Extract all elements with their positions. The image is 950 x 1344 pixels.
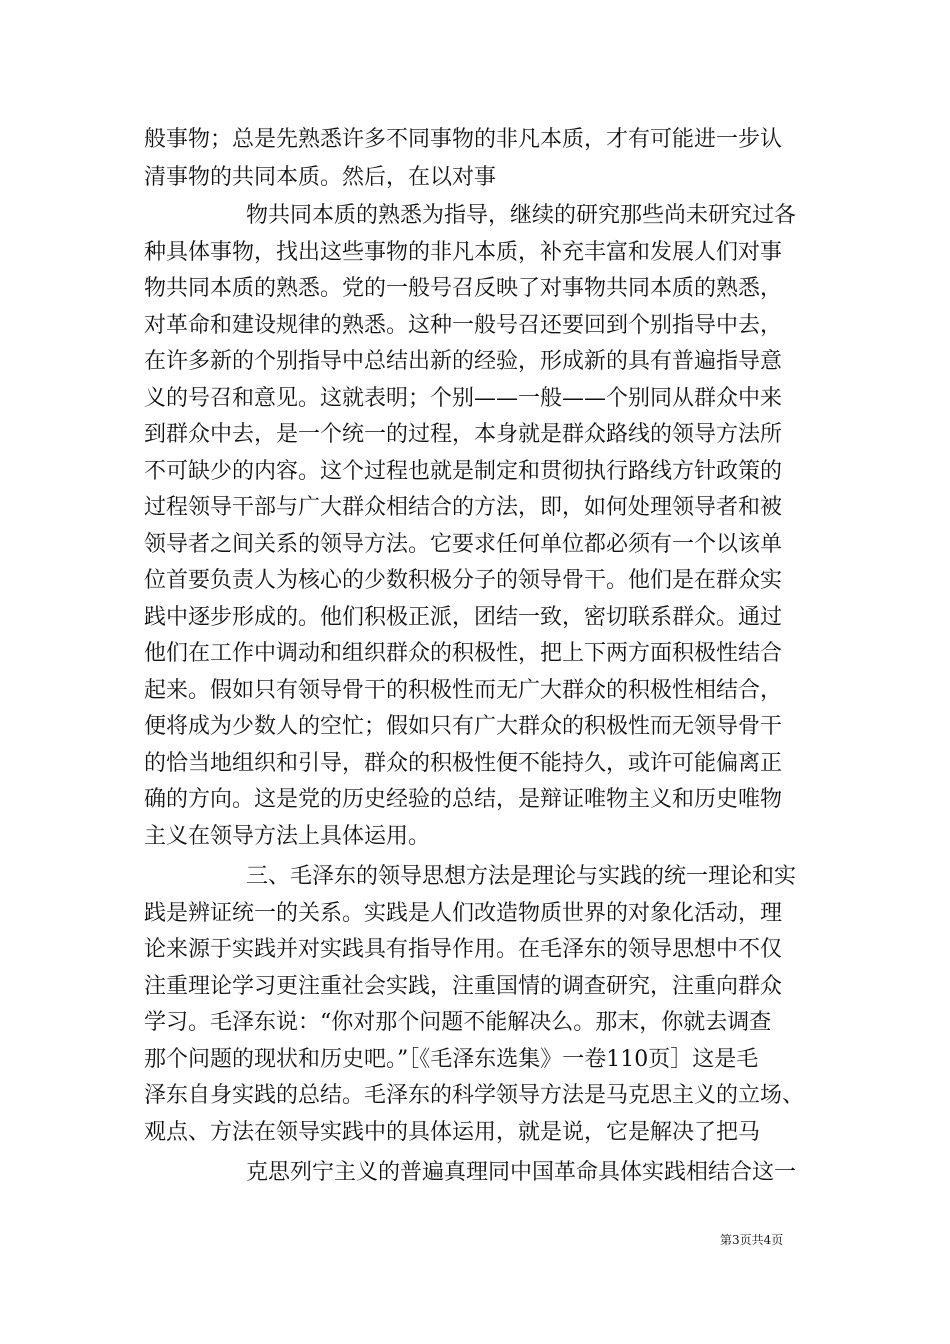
text-line: 领导者之间关系的领导方法。它要求任何单位都必须有一个以该单 — [144, 532, 783, 557]
text-line: 在许多新的个别指导中总结出新的经验，形成新的具有普遍指导意 — [144, 349, 783, 374]
text-line: 学习。毛泽东说：“你对那个问题不能解决么。那末，你就去调查 — [144, 1010, 772, 1035]
text-line: 践中逐步形成的。他们积极正派，团结一致，密切联系群众。通过 — [144, 605, 783, 630]
page-number: 第3页共4页 — [720, 1233, 784, 1247]
text-line: 种具体事物，找出这些事物的非凡本质，补充丰富和发展人们对事 — [144, 240, 783, 265]
text-line: 义的号召和意见。这就表明；个别——一般——个别同从群众中来 — [144, 386, 783, 411]
text-line: 到群众中去，是一个统一的过程，本身就是群众路线的领导方法所 — [144, 422, 783, 447]
section-heading-line: 三、毛泽东的领导思想方法是理论与实践的统一理论和实 — [246, 864, 797, 889]
text-line: 注重理论学习更注重社会实践，注重国情的调查研究，注重向群众 — [144, 974, 783, 999]
text-line: 般事物；总是先熟悉许多不同事物的非凡本质，才有可能进一步认 — [144, 127, 783, 152]
text-line: 观点、方法在领导实践中的具体运用，就是说，它是解决了把马 — [144, 1120, 761, 1145]
text-line: 清事物的共同本质。然后，在以对事 — [144, 165, 497, 190]
text-line: 践是辨证统一的关系。实践是人们改造物质世界的对象化活动，理 — [144, 901, 783, 926]
text-line: 主义在领导方法上具体运用。 — [144, 824, 431, 849]
text-line: 克思列宁主义的普遍真理同中国革命具体实践相结合这一 — [246, 1160, 797, 1185]
text-line: 物共同本质的熟悉为指导，继续的研究那些尚未研究过各 — [246, 203, 797, 228]
text-line: 他们在工作中调动和组织群众的积极性，把上下两方面积极性结合 — [144, 641, 783, 666]
text-line: 的恰当地组织和引导，群众的积极性便不能持久，或许可能偏离正 — [144, 751, 783, 776]
text-line: 过程领导干部与广大群众相结合的方法，即，如何处理领导者和被 — [144, 495, 783, 520]
text-line: 不可缺少的内容。这个过程也就是制定和贯彻执行路线方针政策的 — [144, 459, 783, 484]
text-line: 论来源于实践并对实践具有指导作用。在毛泽东的领导思想中不仅 — [144, 937, 783, 962]
text-line: 那个问题的现状和历史吧。”［《毛泽东选集》一卷110页］这是毛 — [144, 1047, 759, 1072]
text-line: 泽东自身实践的总结。毛泽东的科学领导方法是马克思主义的立场、 — [144, 1083, 805, 1108]
text-line: 对革命和建设规律的熟悉。这种一般号召还要回到个别指导中去， — [144, 313, 783, 338]
text-line: 确的方向。这是党的历史经验的总结，是辩证唯物主义和历史唯物 — [144, 787, 783, 812]
text-line: 起来。假如只有领导骨干的积极性而无广大群众的积极性相结合， — [144, 678, 783, 703]
text-line: 便将成为少数人的空忙；假如只有广大群众的积极性而无领导骨干 — [144, 714, 783, 739]
text-line: 物共同本质的熟悉。党的一般号召反映了对事物共同本质的熟悉， — [144, 276, 783, 301]
text-line: 位首要负责人为核心的少数积极分子的领导骨干。他们是在群众实 — [144, 568, 783, 593]
